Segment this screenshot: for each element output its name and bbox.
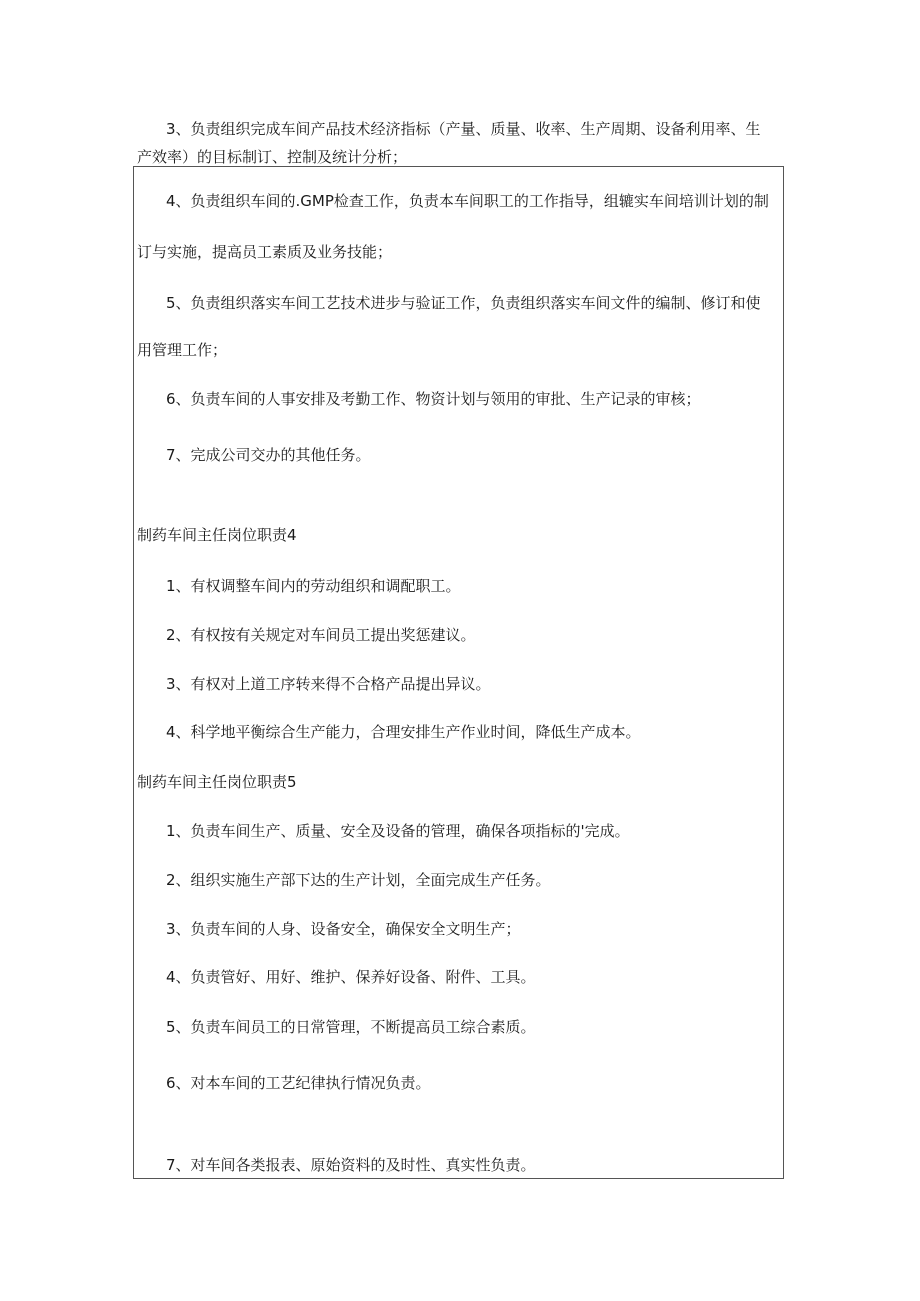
section-5-item: 2、组织实施生产部下达的生产计划，全面完成生产任务。: [166, 871, 551, 889]
item-5-line-2: 用管理工作；: [137, 341, 228, 359]
item-4-line-2: 订与实施，提高员工素质及业务技能；: [137, 243, 393, 261]
section-5-heading: 制药车间主任岗位职责5: [137, 773, 297, 791]
item-7: 7、完成公司交办的其他任务。: [166, 446, 371, 464]
intro-item-line-1: 3、负责组织完成车间产品技术经济指标（产量、质量、收率、生产周期、设备利用率、生: [166, 120, 761, 138]
section-5-item: 4、负责管好、用好、维护、保养好设备、附件、工具。: [166, 968, 536, 986]
section-5-item: 5、负责车间员工的日常管理，不断提高员工综合素质。: [166, 1018, 536, 1036]
item-6: 6、负责车间的人事安排及考勤工作、物资计划与领用的审批、生产记录的审核；: [166, 390, 701, 408]
item-4-line-1: 4、负责组织车间的.GMP检查工作，负责本车间职工的工作指导，组辘实车间培训计划的制: [166, 192, 769, 210]
section-5-item: 6、对本车间的工艺纪律执行情况负责。: [166, 1074, 431, 1092]
item-5-line-1: 5、负责组织落实车间工艺技术进步与验证工作，负责组织落实车间文件的编制、修订和使: [166, 294, 761, 312]
section-4-item: 2、有权按有关规定对车间员工提出奖惩建议。: [166, 626, 476, 644]
section-4-item: 1、有权调整车间内的劳动组织和调配职工。: [166, 577, 461, 595]
section-5-item: 1、负责车间生产、质量、安全及设备的管理，确保各项指标的'完成。: [166, 822, 630, 840]
section-5-item: 3、负责车间的人身、设备安全，确保安全文明生产；: [166, 920, 521, 938]
section-4-item: 4、科学地平衡综合生产能力，合理安排生产作业时间，降低生产成本。: [166, 723, 641, 741]
intro-item-line-2: 产效率）的目标制订、控制及统计分析；: [137, 148, 408, 166]
section-4-heading: 制药车间主任岗位职责4: [137, 526, 297, 544]
section-5-item: 7、对车间各类报表、原始资料的及时性、真实性负责。: [166, 1156, 536, 1174]
section-4-item: 3、有权对上道工序转来得不合格产品提出异议。: [166, 675, 491, 693]
